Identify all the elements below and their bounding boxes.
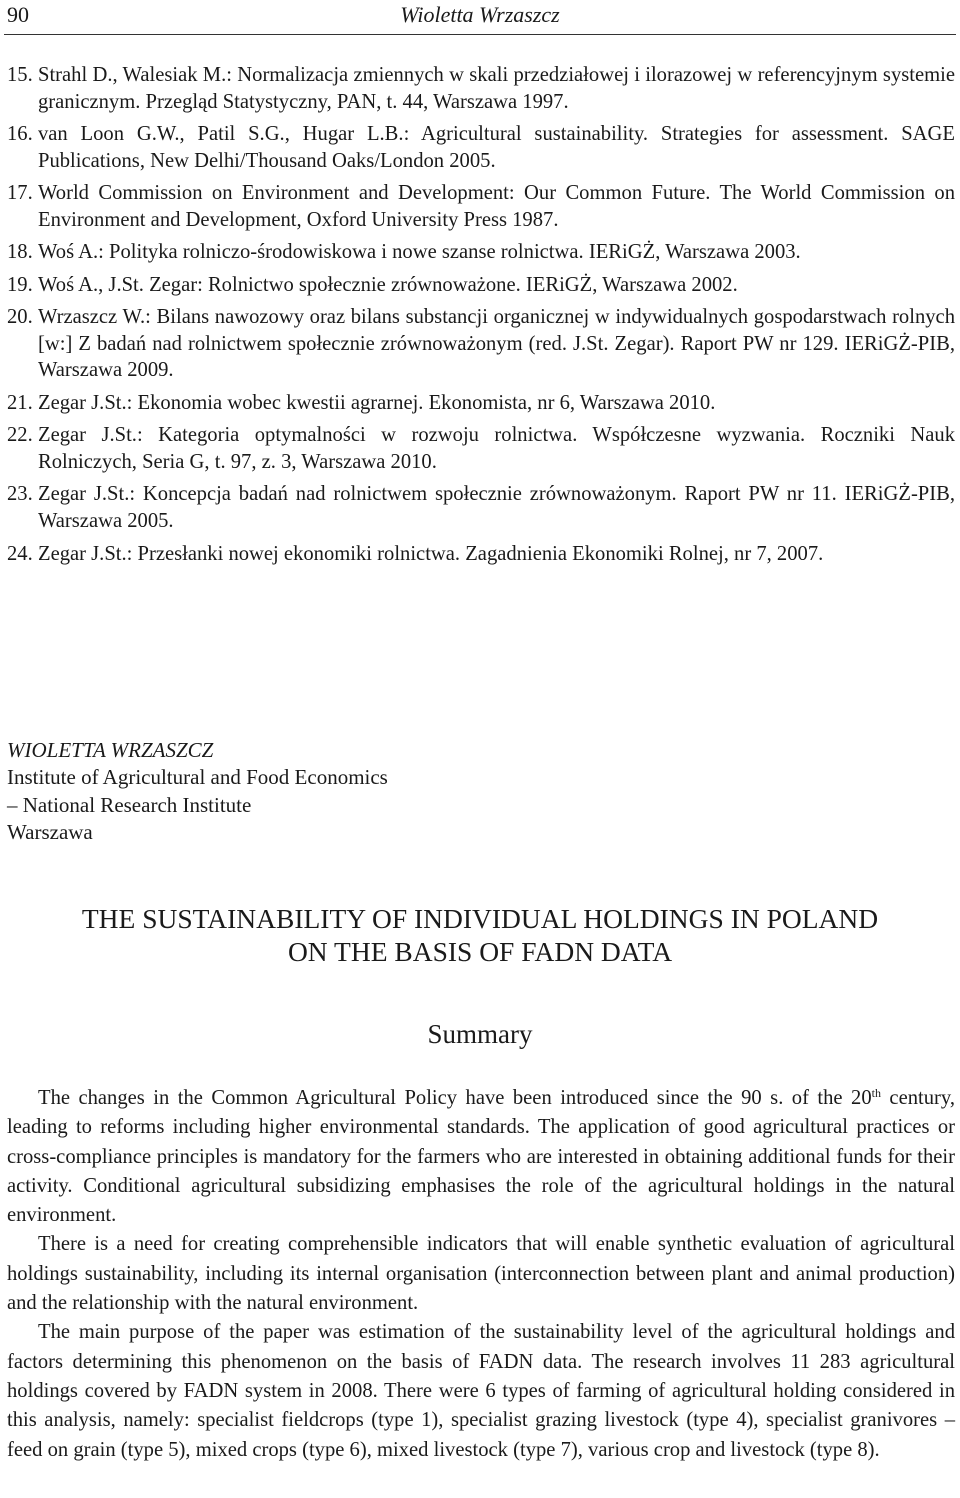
summary-paragraph — [7, 1084, 955, 1230]
paper-title — [20, 902, 940, 968]
page-number: 90 — [7, 2, 29, 27]
reference-item — [7, 481, 955, 534]
reference-text: Woś A.: Polityka rolniczo-środowiskowa i nowe szanse rolnictwa. IERiGŻ, Warszawa 2003. — [38, 241, 801, 264]
summary-paragraph: There is a need for creating comprehensible indicators that will enable synthetic evaluation of agricultural holdings sustainability, including its internal organisation (interconnection between plant and animal production) and the relationship with the natural environment. — [7, 1233, 955, 1315]
reference-item — [7, 422, 955, 475]
author-name: WIOLETTA WRZASZCZ — [7, 738, 214, 762]
reference-text: Zegar J.St.: Koncepcja badań nad rolnictwem społecznie zrównoważonym. Raport PW nr 11. IERiGŻ-PIB, Warszawa 2005. — [38, 483, 955, 533]
reference-item — [7, 304, 955, 384]
reference-number: 17. — [7, 182, 33, 205]
reference-list — [7, 62, 955, 573]
reference-text: Zegar J.St.: Kategoria optymalności w rozwoju rolnictwa. Współczesne wyzwania. Roczniki Nauk Rolniczych, Seria G, t. 97, z. 3, Warszawa 2010. — [38, 424, 955, 473]
reference-item — [7, 121, 955, 174]
summary-text: century, leading to reforms including higher environmental standards. The application of good agricultural practices or cross-compliance principles is mandatory for the farmers who are interested in obtaining additional funds for their activity. Conditional agricultural subsidizing emphasises the role of the agricultural holdings in the natural environment. — [7, 1087, 955, 1227]
reference-text: Zegar J.St.: Ekonomia wobec kwestii agrarnej. Ekonomista, nr 6, Warszawa 2010. — [38, 391, 716, 414]
reference-item — [7, 541, 955, 568]
page-header — [0, 0, 960, 40]
header-rule — [4, 34, 956, 35]
reference-number: 18. — [7, 241, 33, 264]
summary-body — [7, 1084, 955, 1465]
reference-item — [7, 272, 955, 299]
reference-number: 20. — [7, 306, 33, 329]
reference-item — [7, 390, 955, 417]
author-affiliation — [7, 737, 707, 847]
reference-number: 23. — [7, 483, 33, 506]
summary-heading: Summary — [427, 1019, 533, 1049]
reference-number: 22. — [7, 424, 33, 447]
reference-text: Strahl D., Walesiak M.: Normalizacja zmiennych w skali przedziałowej i ilorazowej w referencyjnym systemie granicznym. Przegląd Statystyczny, PAN, t. 44, Warszawa 1997. — [38, 64, 955, 113]
reference-item — [7, 62, 955, 115]
reference-number: 19. — [7, 273, 33, 296]
summary-text: The changes in the Common Agricultural Policy have been introduced since the 90 s. of the 20 — [38, 1087, 872, 1109]
reference-text: Zegar J.St.: Przesłanki nowej ekonomiki rolnictwa. Zagadnienia Ekonomiki Rolnej, nr 7, 2007. — [38, 542, 824, 565]
reference-item — [7, 180, 955, 233]
reference-text: Wrzaszcz W.: Bilans nawozowy oraz bilans substancji organicznej w indywidualnych gospodarstwach rolnych [w:] Z badań nad rolnictwem społecznie zrównoważonym (red. J.St. Zegar). Raport PW nr 129. IERiGŻ-PIB, Warszawa 2009. — [38, 306, 955, 382]
reference-text: van Loon G.W., Patil S.G., Hugar L.B.: Agricultural sustainability. Strategies for assessment. SAGE Publications, New Delhi/Thousand Oaks/London 2005. — [38, 123, 955, 172]
reference-number: 24. — [7, 542, 33, 565]
reference-number: 21. — [7, 391, 33, 414]
institute-city: Warszawa — [7, 820, 93, 845]
reference-number: 15. — [7, 64, 33, 86]
reference-item — [7, 239, 955, 266]
ordinal-superscript: th — [871, 1086, 881, 1100]
summary-paragraph: The main purpose of the paper was estimation of the sustainability level of the agricultural holdings and factors determining this phenomenon on the basis of FADN data. The research involves 11 283 agricultural holdings covered by FADN system in 2008. There were 6 types of farming of agricultural holding considered in this analysis, namely: specialist fieldcrops (type 1), specialist grazing livestock (type 4), specialist granivores – feed on grain (type 5), mixed crops (type 6), mixed livestock (type 7), various crop and livestock (type 8). — [7, 1321, 955, 1461]
reference-text: Woś A., J.St. Zegar: Rolnictwo społecznie zrównoważone. IERiGŻ, Warszawa 2002. — [38, 273, 738, 296]
title-line-2: ON THE BASIS OF FADN DATA — [287, 936, 673, 967]
institute-name: Institute of Agricultural and Food Economics — [7, 765, 388, 790]
reference-number: 16. — [7, 123, 33, 146]
institute-subtitle: – National Research Institute — [7, 792, 252, 817]
running-head: Wioletta Wrzaszcz — [400, 2, 560, 27]
title-line-1: THE SUSTAINABILITY OF INDIVIDUAL HOLDINGS IN POLAND — [81, 903, 879, 934]
reference-text: World Commission on Environment and Development: Our Common Future. The World Commission on Environment and Development, Oxford University Press 1987. — [38, 182, 955, 231]
